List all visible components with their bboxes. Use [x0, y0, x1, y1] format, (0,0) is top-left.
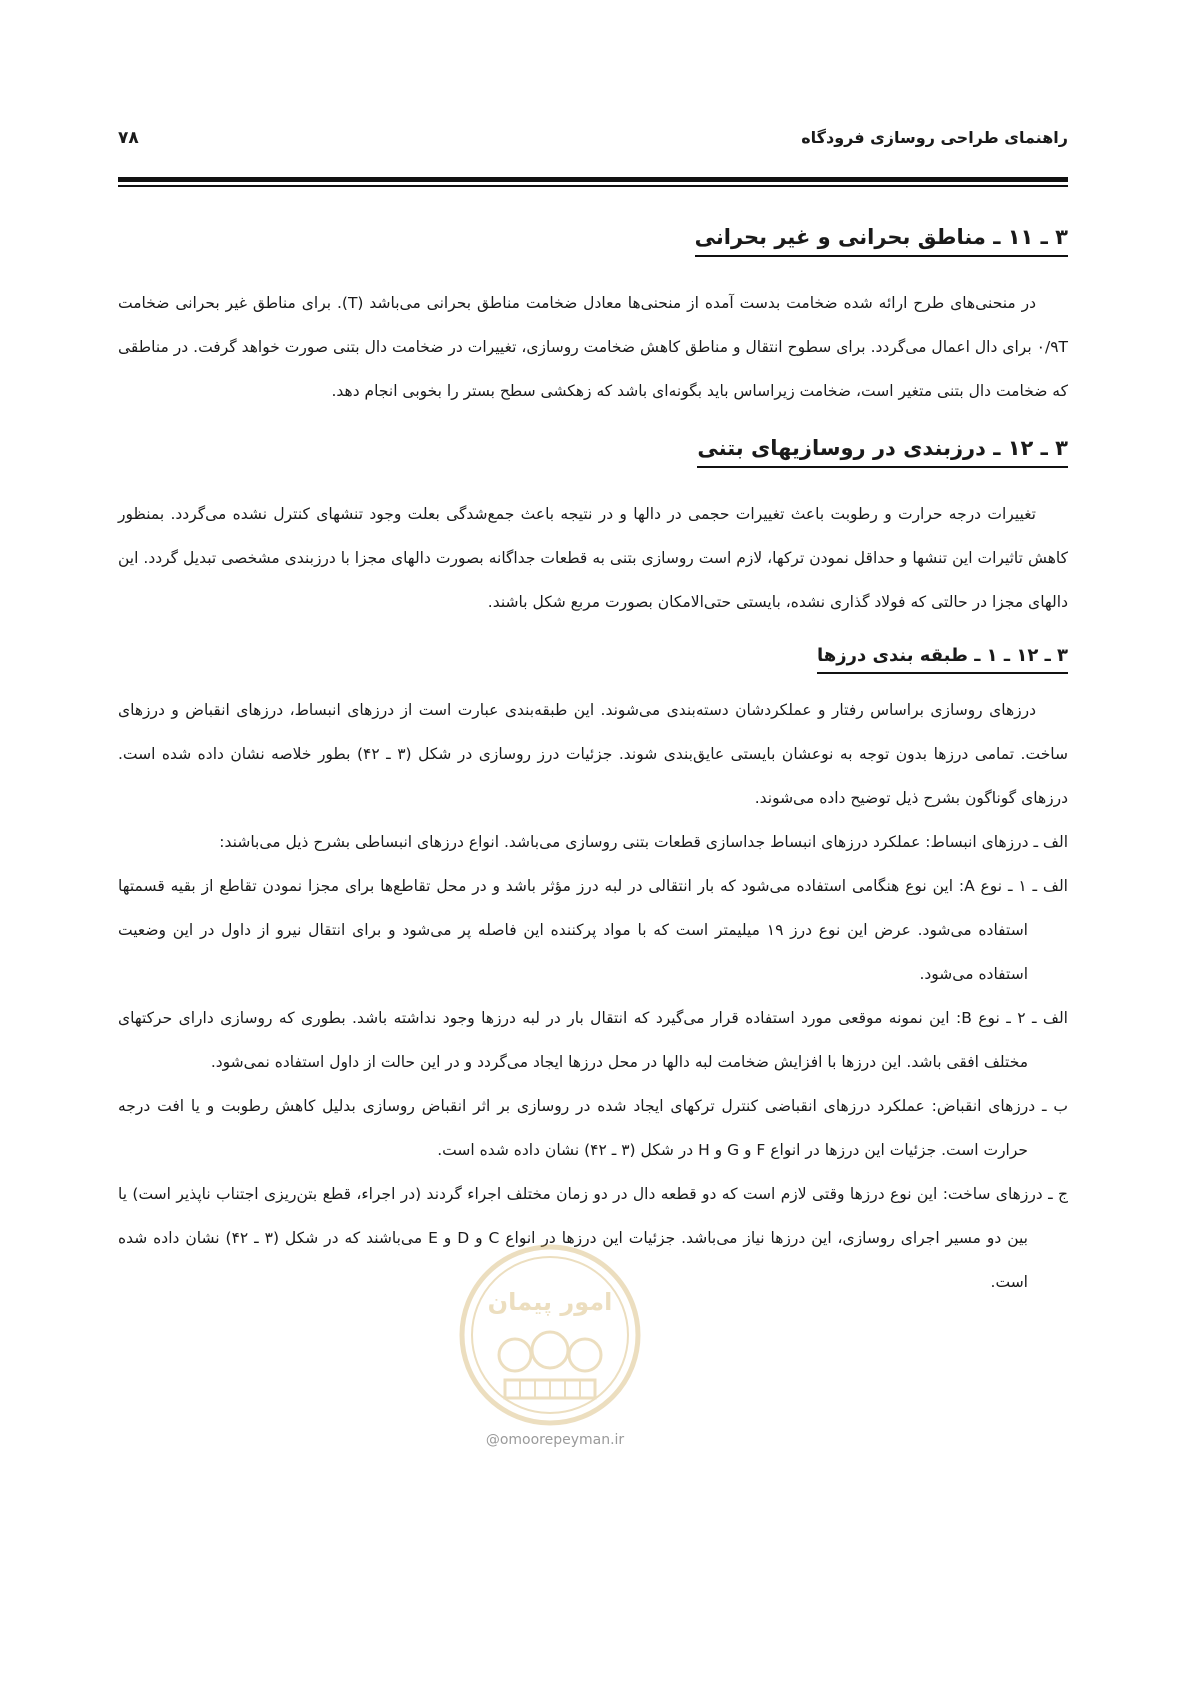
section-heading-12: ۳ ـ ۱۲ ـ درزبندی در روسازیهای بتنی — [118, 433, 1068, 468]
body-text — [118, 222, 1068, 1304]
list-item-jim: ج ـ درزهای ساخت: این نوع درزها وقتی لازم است که دو قطعه دال در دو زمان مختلف اجراء گردند (در اجراء، قطع بتن‌ریزی اجتناب ناپذیر است) یا بین دو مسیر اجرای روسازی، این درزها نیاز می‌باشد. جزئیات این درزها در انواع C و D و E می‌باشند که در شکل (۳ ـ ۴۲) نشان داده شده است. — [118, 1185, 1068, 1291]
section-12-1-paragraph: درزهای روسازی براساس رفتار و عملکردشان دسته‌بندی می‌شوند. این طبقه‌بندی عبارت است از درزهای انبساط، درزهای انقباض و درزهای ساخت. تمامی درزها بدون توجه به نوعشان بایستی عایق‌بندی شوند. جزئیات درز روسازی در شکل (۳ ـ ۴۲) بطور خلاصه نشان داده شده است. درزهای گوناگون بشرح ذیل توضیح داده می‌شوند. — [118, 701, 1068, 807]
header-rule-thick — [118, 177, 1068, 182]
list-item-alef-2: الف ـ ۲ ـ نوع B: این نمونه موقعی مورد استفاده قرار می‌گیرد که انتقال بار در لبه درزها وجود نداشته باشد. بطوری که روسازی دارای حرکتهای مختلف افقی باشد. این درزها با افزایش ضخامت لبه دالها در محل درزها ایجاد می‌گردد و در این حالت از داول استفاده نمی‌شود. — [118, 1009, 1068, 1071]
book-title: راهنمای طراحی روسازی فرودگاه — [801, 128, 1068, 147]
page-number: ۷۸ — [118, 128, 139, 148]
watermark-site: @omoorepeyman.ir — [485, 1432, 625, 1448]
list-item-alef-1: الف ـ ۱ ـ نوع A: این نوع هنگامی استفاده می‌شود که بار انتقالی در لبه درز مؤثر باشد و در محل تقاطع‌ها برای مجزا نمودن تقاطع از بقیه قسمتها استفاده می‌شود. عرض این نوع درز ۱۹ میلیمتر است که با مواد پرکننده این فاصله پر می‌شود و برای انتقال نیرو از داول در این وضعیت استفاده می‌شود. — [118, 877, 1068, 983]
section-12-paragraph: تغییرات درجه حرارت و رطوبت باعث تغییرات حجمی در دالها و در نتیجه باعث جمع‌شدگی بعلت وجود تنشهای کنترل نشده می‌گردد. بمنظور کاهش تاثیرات این تنشها و حداقل نمودن ترکها، لازم است روسازی بتنی به قطعات جداگانه بصورت دالهای مجزا با درزبندی مشخصی تبدیل گردد. این دالهای مجزا در حالتی که فولاد گذاری نشده، بایستی حتی‌الامکان بصورت مربع شکل باشند. — [118, 505, 1068, 611]
header-rule-thin — [118, 185, 1068, 187]
watermark-logo — [455, 1240, 645, 1430]
svg-text:امور پیمان: امور پیمان — [487, 1288, 613, 1316]
running-header — [118, 128, 1068, 158]
section-heading-12-1: ۳ ـ ۱۲ ـ ۱ ـ طبقه بندی درزها — [118, 642, 1068, 674]
section-11-paragraph: در منحنی‌های طرح ارائه شده ضخامت بدست آمده از منحنی‌ها معادل ضخامت مناطق بحرانی می‌باشد (T). برای مناطق غیر بحرانی ضخامت ۰/۹T برای دال اعمال می‌گردد. برای سطوح انتقال و مناطق کاهش ضخامت روسازی، تغییرات در ضخامت دال بتنی صورت خواهد گرفت. در مناطقی که ضخامت دال بتنی متغیر است، ضخامت زیراساس باید بگونه‌ای باشد که زهکشی سطح بستر را بخوبی انجام دهد. — [118, 294, 1068, 400]
expansion-joints-line: الف ـ درزهای انبساط: عملکرد درزهای انبساط جداسازی قطعات بتنی روسازی می‌باشد. انواع درزهای انبساطی بشرح ذیل می‌باشند: — [219, 833, 1068, 851]
section-heading-11: ۳ ـ ۱۱ ـ مناطق بحرانی و غیر بحرانی — [118, 222, 1068, 257]
list-item-be: ب ـ درزهای انقباض: عملکرد درزهای انقباضی کنترل ترکهای ایجاد شده در روسازی بر اثر انقباض روسازی بدلیل کاهش رطوبت و یا افت درجه حرارت است. جزئیات این درزها در انواع F و G و H در شکل (۳ ـ ۴۲) نشان داده شده است. — [118, 1097, 1068, 1159]
